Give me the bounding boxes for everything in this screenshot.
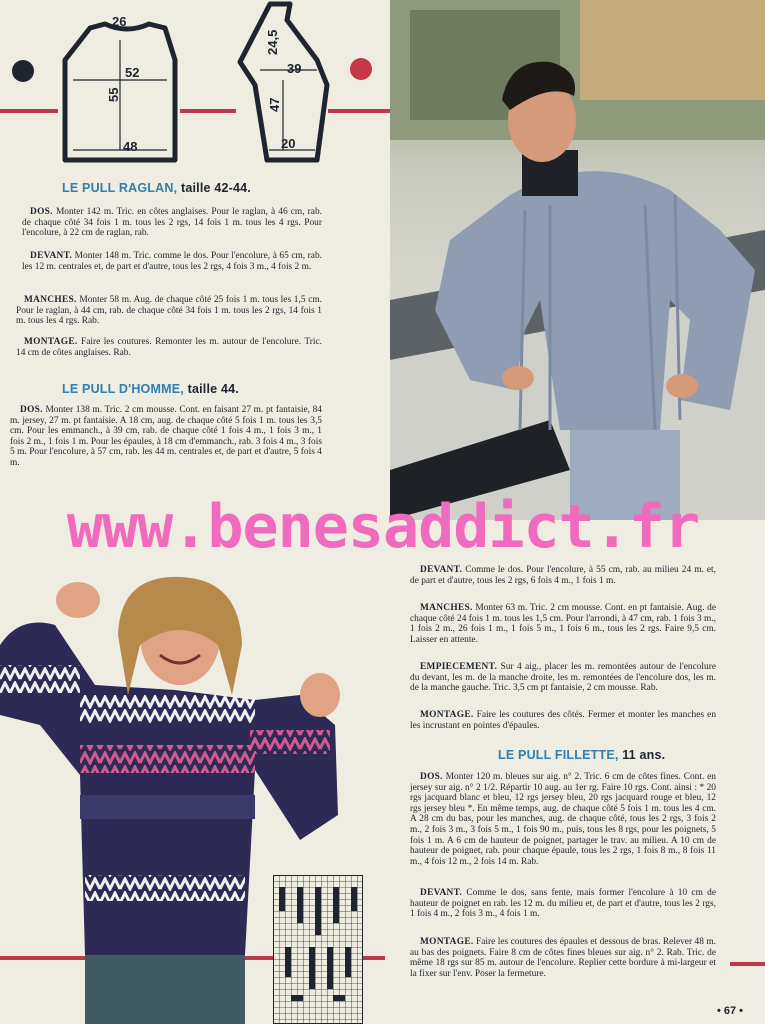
homme-devant: DEVANT. Comme le dos. Pour l'encolure, à 55 cm, rab. au milieu 24 m. et, de part et d'autre, tous les 2 rgs, 6 fois 4 m., 1 fois 1 m.: [410, 565, 716, 586]
heading-homme-size: taille 44.: [187, 382, 239, 396]
raglan-dos: DOS. Monter 142 m. Tric. en côtes anglaises. Pour le raglan, à 46 cm, rab. de chaque côté 34 fois 1 m. tous les 2 rgs, 14 fois 1 m. tous les 4 rgs. Pour l'encolure, à 22 cm de raglan, rab.: [22, 207, 323, 239]
heading-raglan: [62, 181, 251, 195]
raglan-devant: DEVANT. Monter 148 m. Tric. comme le dos. Pour l'encolure, à 65 cm, rab. les 12 m. centrales et, de part et d'autre, tous les 2 rgs, 4 fois 3 m., 4 fois 2 m.: [22, 251, 322, 272]
heading-fillette: [498, 748, 665, 762]
heading-homme: [62, 382, 239, 396]
dim-sleeve-length: 47: [267, 97, 282, 112]
jacquard-chart: [273, 875, 363, 1024]
heading-fillette-name: LE PULL FILLETTE,: [498, 748, 619, 762]
raglan-montage: MONTAGE. Faire les coutures. Remonter les m. autour de l'encolure. Tric. 14 cm de côtes anglaises. Rab.: [16, 337, 323, 358]
decorative-stripe-bottom-right: [730, 962, 765, 966]
decorative-dot-right: [350, 58, 372, 80]
dim-body-top: 26: [112, 14, 127, 29]
homme-montage: MONTAGE. Faire les coutures des côtés. Fermer et monter les manches en les incrustant en pointes d'épaules.: [410, 710, 717, 731]
dim-body-width: 52: [125, 65, 140, 80]
heading-raglan-name: LE PULL RAGLAN,: [62, 181, 178, 195]
heading-raglan-size: taille 42-44.: [180, 181, 251, 195]
homme-manches: MANCHES. Monter 63 m. Tric. 2 cm mousse. Cont. en pt fantaisie. Aug. de chaque côté 24 fois 1 m. tous les 1,5 cm. Pour l'arrondi, à 47 cm, rab. 1 fois 3 m., 1 fois 2 m., 26 fois 1 m., 1 fois 5 m., 1 fois 6 m., tous les 2 rgs. Faire 9,5 cm. Laisser en attente.: [410, 603, 716, 645]
dim-sleeve-width: 39: [287, 61, 302, 76]
homme-empiecement: EMPIECEMENT. Sur 4 aig., placer les m. remontées autour de l'encolure du devant, les m. de la manche droite, les m. remontées de l'encolure dos, les m. de la manche gauche. Tric. 3,5 cm pt fantaisie, 2 cm mousse. Rab.: [410, 662, 716, 694]
fillette-devant: DEVANT. Comme le dos, sans fente, mais former l'encolure à 10 cm de hauteur de poignet en rab. les 12 m. du milieu et, de part et d'autre, tous les 2 rgs, 1 fois 4 m., 2 fois 3 m., 4 fois 1 m.: [410, 888, 717, 920]
knitting-schematic: [55, 0, 335, 170]
page-number: • 67 •: [716, 1005, 743, 1017]
raglan-manches: MANCHES. Monter 58 m. Aug. de chaque côté 25 fois 1 m. tous les 1,5 cm. Pour le raglan, à 44 cm, rab. de chaque côté 34 fois 1 m. tous les 2 rgs, 14 fois 1 m. tous les 4 rgs. Rab.: [16, 295, 322, 327]
decorative-stripe-top-left: [0, 109, 58, 113]
watermark: www.benesaddict.fr: [66, 492, 700, 562]
dim-sleeve-cuff: 20: [281, 136, 296, 151]
dim-body-bottom: 48: [123, 139, 138, 154]
heading-fillette-size: 11 ans.: [622, 748, 666, 762]
heading-homme-name: LE PULL D'HOMME,: [62, 382, 184, 396]
decorative-dot-left: [12, 60, 34, 82]
fillette-dos: DOS. Monter 120 m. bleues sur aig. n° 2. Tric. 6 cm de côtes fines. Cont. en jersey sur aig. n° 2 1/2. Répartir 10 aug. au 1er rg. Faire 10 rgs. Cont. ainsi : * 20 rgs jacquard blanc et bleu, 12 rgs jersey bleu, 20 rgs jacquard rouge et bleu, 12 rgs jersey bleu *. En même temps, aug. de chaque côté 5 fois 1 m. tous les 4 cm. A 28 cm du bas, pour les manches, aug. de chaque côté, tous les 2 rgs, 3 fois 2 m., 2 fois 3 m., 3 fois 5 m., 1 fois 90 m., puis, tous les 8 rgs, pour les poignets, 5 fois 1 m. A 6 cm de hauteur de poignet, partager le trav. au milieu. A 10 cm de hauteur de poignet, rab. pour chaque épaule, tous les 2 rgs, 1 fois 8 m., 8 fois 11 m., 4 fois 12 m., 2 fois 14 m. Rab.: [410, 772, 716, 867]
fillette-montage: MONTAGE. Faire les coutures des épaules et dessous de bras. Relever 48 m. au bas des poignets. Faire 8 cm de côtes fines bleues sur aig. n° 2. Rab. Tric. de même 18 rgs sur 85 m. autour de l'encolure. Replier cette bordure à mi-largeur et la fixer sur l'env. Poser la fermeture.: [410, 937, 717, 979]
homme-dos: DOS. Monter 138 m. Tric. 2 cm mousse. Cont. en faisant 27 m. pt fantaisie, 84 m. jersey, 27 m. pt fantaisie. A 18 cm, aug. de chaque côté 5 fois 1 m. tous les 3,5 cm. Pour les emmanch., à 39 cm, rab. de chaque côté 1 fois 4 m., 1 fois 3 m., 1 fois 2 m., 1 fois 1 m. Pour les épaules, à 18 cm d'emmanch., rab. 3 fois 4 m., 3 fois 5 m. Pour l'encolure, à 57 cm, rab. les 44 m. centrales et, de part et d'autre, 5 fois 4 m.: [10, 405, 322, 468]
dim-sleeve-top: 24,5: [265, 29, 280, 55]
photo-man-raglan-sweater: [390, 0, 765, 520]
decorative-stripe-top-right: [328, 109, 390, 113]
dim-body-height: 55: [106, 87, 121, 102]
